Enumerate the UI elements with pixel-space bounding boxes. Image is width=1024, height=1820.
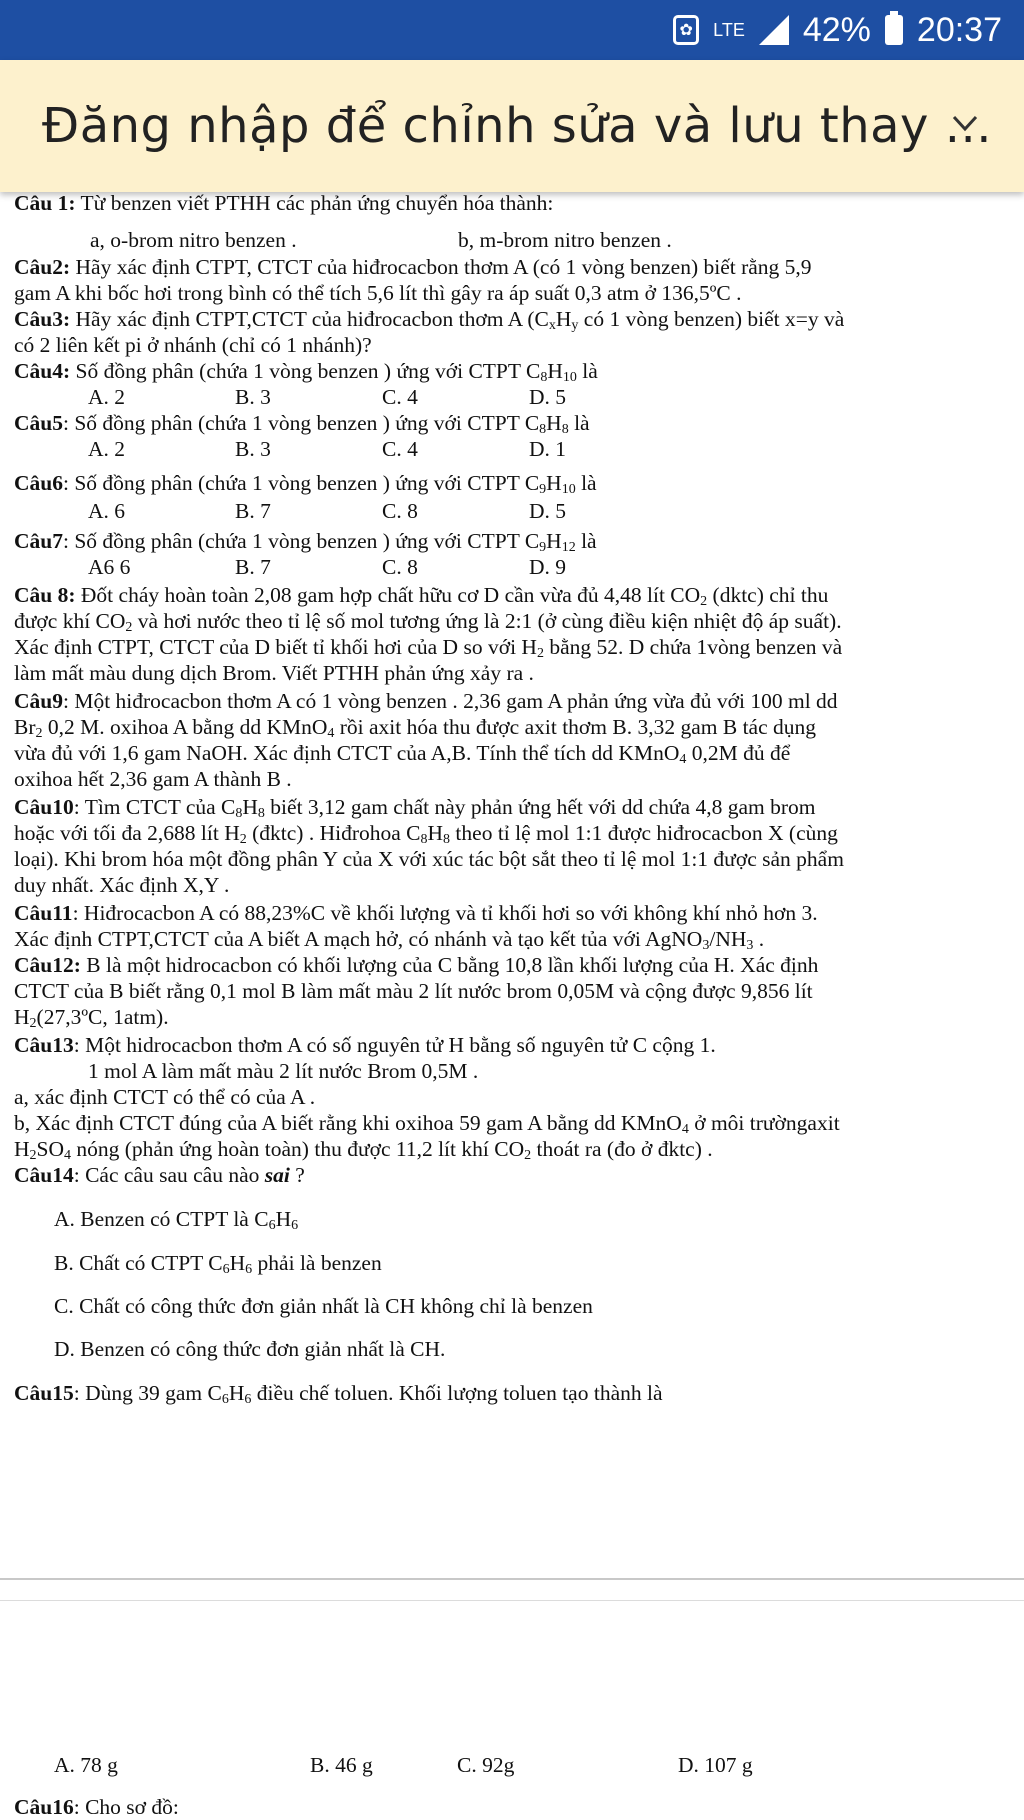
q13-line-1: Câu13: Một hidrocacbon thơm A có số nguyên tử H bằng số nguyên tử C cộng 1. [14, 1033, 716, 1057]
q4-option-b: B. 3 [235, 385, 271, 409]
q16-line: Câu16: Cho sơ đồ: [14, 1795, 179, 1819]
q4-option-d: D. 5 [529, 385, 567, 409]
page-divider-lower [0, 1600, 1024, 1601]
q3-line-1: Câu3: Hãy xác định CTPT,CTCT của hiđrocacbon thơm A ($C_xH_y$ có 1 vòng benzen) biết x=y và [14, 307, 845, 333]
battery-percent: 42% [802, 10, 871, 49]
q14-option-b: B. Chất có CTPT $C_6H_6$ phải là benzen [54, 1251, 382, 1277]
q15-option-a: A. 78 g [54, 1753, 118, 1777]
q9-line-1: Câu9: Một hiđrocacbon thơm A có 1 vòng benzen . 2,36 gam A phản ứng vừa đủ với 100 ml dd [14, 689, 838, 713]
q5-option-c: C. 4 [382, 437, 418, 461]
q6-line: Câu6: Số đồng phân (chứa 1 vòng benzen ) ứng với CTPT $C_9H_{10}$ là [14, 471, 597, 497]
q8-line-4: làm mất màu dung dịch Brom. Viết PTHH phản ứng xảy ra . [14, 661, 534, 685]
q9-line-2: $Br_2$ 0,2 M. oxihoa A bằng dd KMnO$_4$ rồi axit hóa thu được axit thơm B. 3,32 gam B tác dụng [14, 715, 817, 741]
q7-option-a: A6 6 [88, 555, 131, 579]
vpn-icon: ✿ [673, 15, 699, 45]
q6-option-a: A. 6 [88, 499, 126, 523]
q14-option-c: C. Chất có công thức đơn giản nhất là CH không chỉ là benzen [54, 1294, 593, 1318]
q4-line: Câu4: Số đồng phân (chứa 1 vòng benzen ) ứng với CTPT $C_8H_{10}$ là [14, 359, 598, 385]
q5-option-a: A. 2 [88, 437, 126, 461]
q12-line-3: $H_2(27,3ºC$, 1atm). [14, 1005, 169, 1031]
q10-line-1: Câu10: Tìm CTCT của $C_8H_8$ biết 3,12 gam chất này phản ứng hết với dd chứa 4,8 gam brom [14, 795, 816, 821]
q6-option-b: B. 7 [235, 499, 271, 523]
q4-option-c: C. 4 [382, 385, 418, 409]
q6-option-d: D. 5 [529, 499, 567, 523]
q10-line-3: loại). Khi brom hóa một đồng phân Y của X với xúc tác bột sắt theo tỉ lệ mol 1:1 được sản phẩm [14, 847, 844, 871]
q15-option-c: C. 92g [457, 1753, 515, 1777]
q8-line-1: Câu 8: Đốt cháy hoàn toàn 2,08 gam hợp chất hữu cơ D cần vừa đủ 4,48 lít $CO_2$ (dktc) chỉ thu [14, 583, 829, 609]
q15-line: Câu15: Dùng 39 gam $C_6H_6$ điều chế toluen. Khối lượng toluen tạo thành là [14, 1381, 663, 1407]
q3-line-2: có 2 liên kết pi ở nhánh (chỉ có 1 nhánh)? [14, 333, 372, 357]
q2-line-1: Câu2: Hãy xác định CTPT, CTCT của hiđrocacbon thơm A (có 1 vòng benzen) biết rằng 5,9 [14, 255, 812, 279]
q11-line-2: Xác định CTPT,CTCT của A biết A mạch hở, có nhánh và tạo kết tủa với $AgNO_3/NH_3$ . [14, 927, 765, 953]
q2-line-2: gam A khi bốc hơi trong bình có thể tích 5,6 lít thì gây ra áp suất 0,3 atm ở 136,5ºC . [14, 281, 742, 305]
q14-option-a: A. Benzen có CTPT là $C_6H_6$ [54, 1207, 299, 1233]
q1-option-a: a, o-brom nitro benzen . [90, 228, 297, 252]
q9-line-4: oxihoa hết 2,36 gam A thành B . [14, 767, 292, 791]
signal-icon [759, 15, 789, 45]
q7-line: Câu7: Số đồng phân (chứa 1 vòng benzen ) ứng với CTPT $C_9H_{12}$ là [14, 529, 597, 555]
q13-line-2: 1 mol A làm mất màu 2 lít nước Brom 0,5M . [88, 1059, 479, 1083]
q4-option-a: A. 2 [88, 385, 126, 409]
q12-line-2: CTCT của B biết rằng 0,1 mol B làm mất màu 2 lít nước brom 0,05M và cộng được 9,856 lít [14, 979, 813, 1003]
sign-in-banner[interactable] [0, 60, 1024, 192]
q13-line-3: a, xác định CTCT có thể có của A . [14, 1085, 316, 1109]
q7-option-d: D. 9 [529, 555, 567, 579]
q7-option-b: B. 7 [235, 555, 271, 579]
banner-title[interactable]: Đăng nhập để chỉnh sửa và lưu thay ... [42, 98, 992, 154]
chevron-down-icon[interactable] [950, 108, 980, 138]
lte-indicator: LTE [713, 20, 745, 40]
q13-line-5: $H_2SO_4$ nóng (phản ứng hoàn toàn) thu được 11,2 lít khí $CO_2$ thoát ra (đo ở đktc) . [14, 1137, 713, 1163]
page-divider [0, 1578, 1024, 1580]
q1-option-b: b, m-brom nitro benzen . [458, 228, 672, 252]
status-bar [0, 0, 1024, 60]
q7-option-c: C. 8 [382, 555, 418, 579]
q11-line-1: Câu11: Hiđrocacbon A có 88,23%C về khối lượng và tỉ khối hơi so với không khí nhỏ hơn 3. [14, 901, 818, 925]
q14-option-d: D. Benzen có công thức đơn giản nhất là CH. [54, 1337, 446, 1361]
clock: 20:37 [916, 10, 1002, 49]
q14-line: Câu14: Các câu sau câu nào sai ? [14, 1163, 305, 1187]
q9-line-3: vừa đủ với 1,6 gam NaOH. Xác định CTCT của A,B. Tính thể tích dd KMnO$_4$ 0,2M đủ để [14, 741, 791, 767]
q15-option-d: D. 107 g [678, 1753, 753, 1777]
q13-line-4: b, Xác định CTCT đúng của A biết rằng khi oxihoa 59 gam A bằng dd KMnO$_4$ ở môi trườngaxit [14, 1111, 840, 1137]
q8-line-3: Xác định CTPT, CTCT của D biết tỉ khối hơi của D so với $H_2$ bằng 52. D chứa 1vòng benzen và [14, 635, 843, 661]
q6-option-c: C. 8 [382, 499, 418, 523]
q5-option-b: B. 3 [235, 437, 271, 461]
q5-line: Câu5: Số đồng phân (chứa 1 vòng benzen ) ứng với CTPT $C_8H_8$ là [14, 411, 590, 437]
q12-line-1: Câu12: B là một hidrocacbon có khối lượng của C bằng 10,8 lần khối lượng của H. Xác định [14, 953, 819, 977]
q10-line-2: hoặc với tối đa 2,688 lít $H_2$ (đktc) . Hiđrohoa $C_8H_8$ theo tỉ lệ mol 1:1 được hiđrocacbon X (cùng [14, 821, 838, 847]
q8-line-2: được khí $CO_2$ và hơi nước theo tỉ lệ số mol tương ứng là 2:1 (ở cùng điều kiện nhiệt độ áp suất). [14, 609, 842, 635]
q5-option-d: D. 1 [529, 437, 567, 461]
battery-icon [885, 15, 903, 45]
q1-line: Câu 1: Từ benzen viết PTHH các phản ứng chuyển hóa thành: [14, 191, 554, 215]
q10-line-4: duy nhất. Xác định X,Y . [14, 873, 230, 897]
status-icons [673, 8, 1002, 52]
q15-option-b: B. 46 g [310, 1753, 373, 1777]
